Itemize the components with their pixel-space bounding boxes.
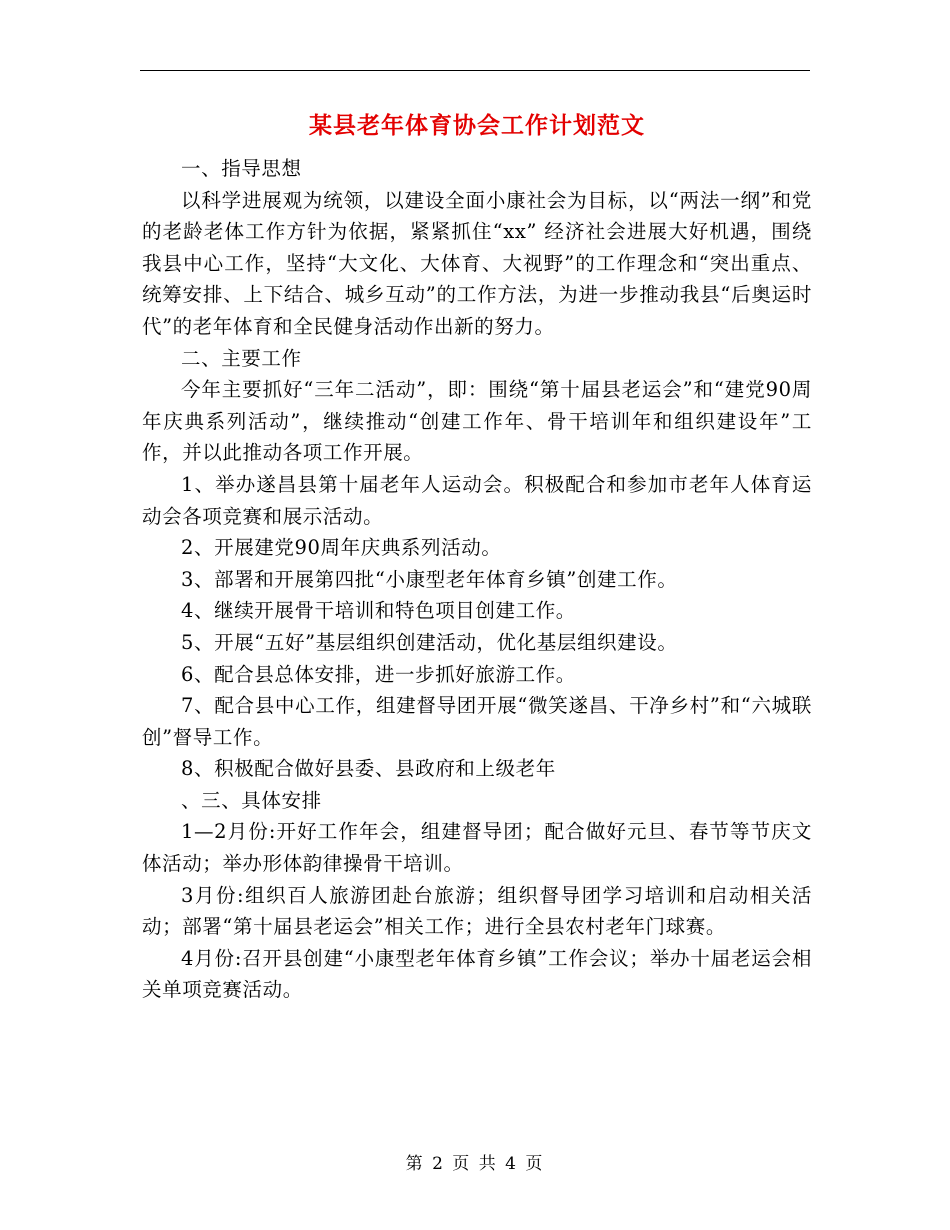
list-item: 3、部署和开展第四批“小康型老年体育乡镇”创建工作。 [181,567,678,591]
page-number-footer: 第 2 页 共 4 页 [405,1154,545,1174]
document-title: 某县老年体育协会工作计划范文 [309,112,645,139]
body-paragraph: 今年主要抓好“三年二活动”，即：围绕“第十届县老运会”和“建党90周年庆典系列活动”，继续推动“创建工作年、骨干培训年和组织建设年”工作，并以此推动各项工作开展。 [142,378,812,465]
schedule-item: 1—2月份:开好工作年会，组建督导团；配合做好元旦、春节等节庆文体活动；举办形体韵律操骨干培训。 [142,820,812,876]
section-heading-guiding-ideology: 一、指导思想 [181,157,302,180]
list-item: 4、继续开展骨干培训和特色项目创建工作。 [181,599,576,623]
list-item: 8、积极配合做好县委、县政府和上级老年 [181,757,556,781]
document-page [142,105,812,1006]
section-heading-specific-arrangements: 、三、具体安排 [181,788,322,812]
schedule-item: 3月份:组织百人旅游团赴台旅游；组织督导团学习培训和启动相关活动；部署“第十届县老运会”相关工作；进行全县农村老年门球赛。 [142,883,812,939]
list-item: 1、举办遂昌县第十届老年人运动会。积极配合和参加市老年人体育运动会各项竞赛和展示活动。 [142,472,812,528]
header-rule [140,70,810,71]
list-item: 2、开展建党90周年庆典系列活动。 [181,536,502,560]
list-item: 5、开展“五好”基层组织创建活动，优化基层组织建设。 [181,630,678,654]
section-heading-main-work: 二、主要工作 [181,346,302,370]
body-paragraph: 以科学进展观为统领，以建设全面小康社会为目标，以“两法一纲”和党的老龄老体工作方针为依据，紧紧抓住“xx” 经济社会进展大好机遇，围绕我县中心工作，坚持“大文化、大体育、大视野”的工作理念和“突出重点、统筹安排、上下结合、城乡互动”的工作方法，为进一步推动我县“后奥运时代”的老年体育和全民健身活动作出新的努力。 [142,188,812,338]
schedule-item: 4月份:召开县创建“小康型老年体育乡镇”工作会议；举办十届老运会相关单项竞赛活动。 [142,946,812,1002]
list-item: 6、配合县总体安排，进一步抓好旅游工作。 [181,662,576,686]
list-item: 7、配合县中心工作，组建督导团开展“微笑遂昌、干净乡村”和“六城联创”督导工作。 [142,694,812,749]
